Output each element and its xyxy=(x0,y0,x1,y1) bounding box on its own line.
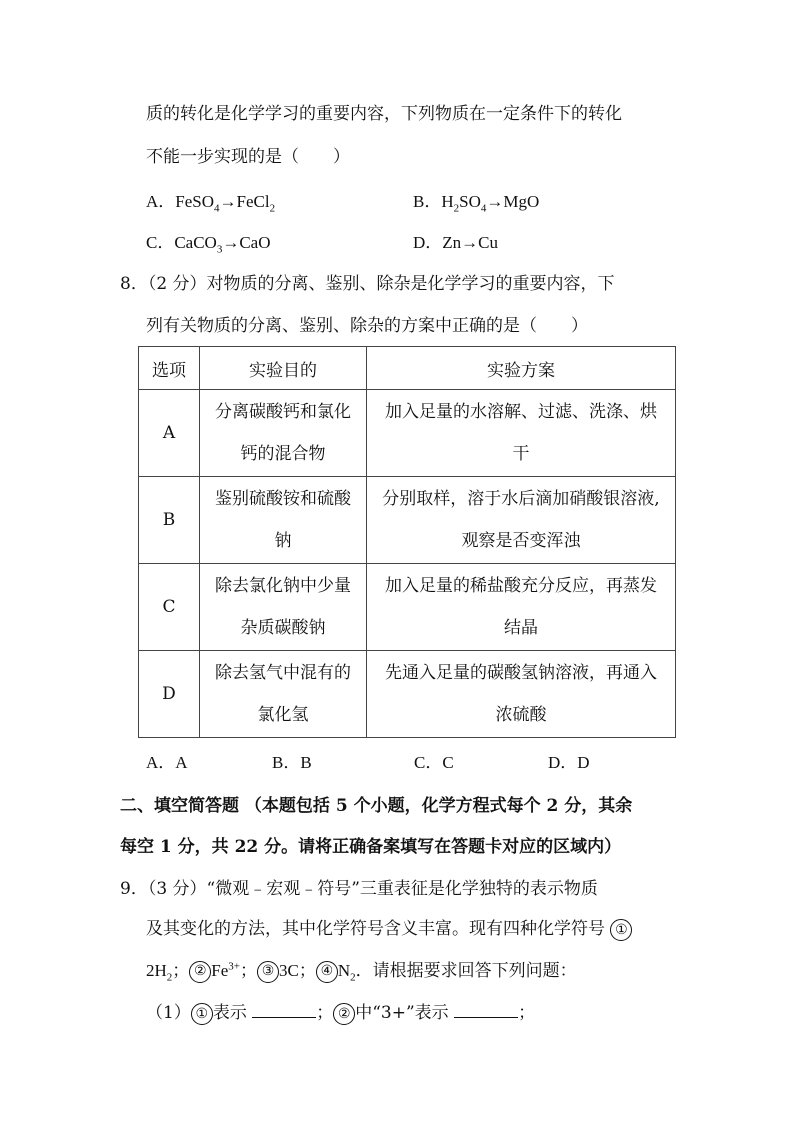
q9-stem-line2: 及其变化的方法，其中化学符号含义丰富。现有四种化学符号 ① xyxy=(146,918,632,941)
q8-stem-line1: 8．（2 分）对物质的分离、鉴别、除杂是化学学习的重要内容，下 xyxy=(120,274,615,294)
q8-answer-d[interactable]: D．D xyxy=(548,753,590,772)
row-option: B xyxy=(139,477,200,564)
circled-two: ② xyxy=(333,1003,355,1025)
row-aim: 除去氯化钠中少量 杂质碳酸钠 xyxy=(200,564,367,651)
row-plan: 分别取样，溶于水后滴加硝酸银溶液, 观察是否变浑浊 xyxy=(367,477,676,564)
circled-three: ③ xyxy=(257,961,279,983)
header-option: 选项 xyxy=(139,347,200,390)
q8-answer-a[interactable]: A．A xyxy=(146,753,188,772)
row-aim: 除去氢气中混有的 氯化氢 xyxy=(200,651,367,738)
q7-option-a[interactable]: A．FeSO$_4$→FeCl$_2$ xyxy=(146,192,276,215)
q8-answer-c[interactable]: C．C xyxy=(414,753,454,772)
q7-stem-line1: 质的转化是化学学习的重要内容，下列物质在一定条件下的转化 xyxy=(146,104,622,124)
circled-one: ① xyxy=(610,919,632,941)
row-option: C xyxy=(139,564,200,651)
q9-subquestion-1: （1） ① 表示 ； ② 中“3+”表示 ； xyxy=(146,1003,536,1023)
circled-one: ① xyxy=(191,1003,213,1025)
q9-stem-line1: 9．（3 分）“微观﹣宏观﹣符号”三重表征是化学独特的表示物质 xyxy=(120,879,598,899)
q7-stem-line2: 不能一步实现的是（ ） xyxy=(146,147,350,167)
q7-option-c[interactable]: C．CaCO$_3$→CaO xyxy=(146,233,271,256)
circled-four: ④ xyxy=(316,961,338,983)
row-aim: 鉴别硫酸铵和硫酸 钠 xyxy=(200,477,367,564)
table-row xyxy=(139,651,676,738)
header-plan: 实验方案 xyxy=(367,347,676,390)
answer-blank-2[interactable] xyxy=(454,1001,518,1018)
circled-two: ② xyxy=(189,961,211,983)
table-row xyxy=(139,390,676,477)
q8-stem-line2: 列有关物质的分离、鉴别、除杂的方案中正确的是（ ） xyxy=(146,316,588,336)
table-row xyxy=(139,564,676,651)
row-option: A xyxy=(139,390,200,477)
row-option: D xyxy=(139,651,200,738)
row-plan: 加入足量的稀盐酸充分反应，再蒸发 结晶 xyxy=(367,564,676,651)
answer-blank-1[interactable] xyxy=(252,1001,316,1018)
q9-symbols-line: $2H_2$； ② $Fe^{3+}$； ③ 3C； ④ $N_2$．请根据要求回答下列问题： xyxy=(146,960,577,984)
row-plan: 先通入足量的碳酸氢钠溶液，再通入 浓硫酸 xyxy=(367,651,676,738)
row-aim: 分离碳酸钙和氯化 钙的混合物 xyxy=(200,390,367,477)
section2-title-line2: 每空 1 分，共 22 分。请将正确备案填写在答题卡对应的区域内） xyxy=(120,837,622,857)
table-row xyxy=(139,477,676,564)
q7-option-b[interactable]: B．$H_2SO_4\to MgO$ xyxy=(413,192,540,215)
q8-answer-b[interactable]: B．B xyxy=(272,753,312,772)
table-header-row xyxy=(139,347,676,390)
section2-title-line1: 二、填空简答题 （本题包括 5 个小题，化学方程式每个 2 分，其余 xyxy=(120,796,633,816)
q7-option-d[interactable]: D．Zn→Cu xyxy=(413,233,498,252)
row-plan: 加入足量的水溶解、过滤、洗涤、烘 干 xyxy=(367,390,676,477)
header-aim: 实验目的 xyxy=(200,347,367,390)
experiment-table xyxy=(138,346,676,738)
